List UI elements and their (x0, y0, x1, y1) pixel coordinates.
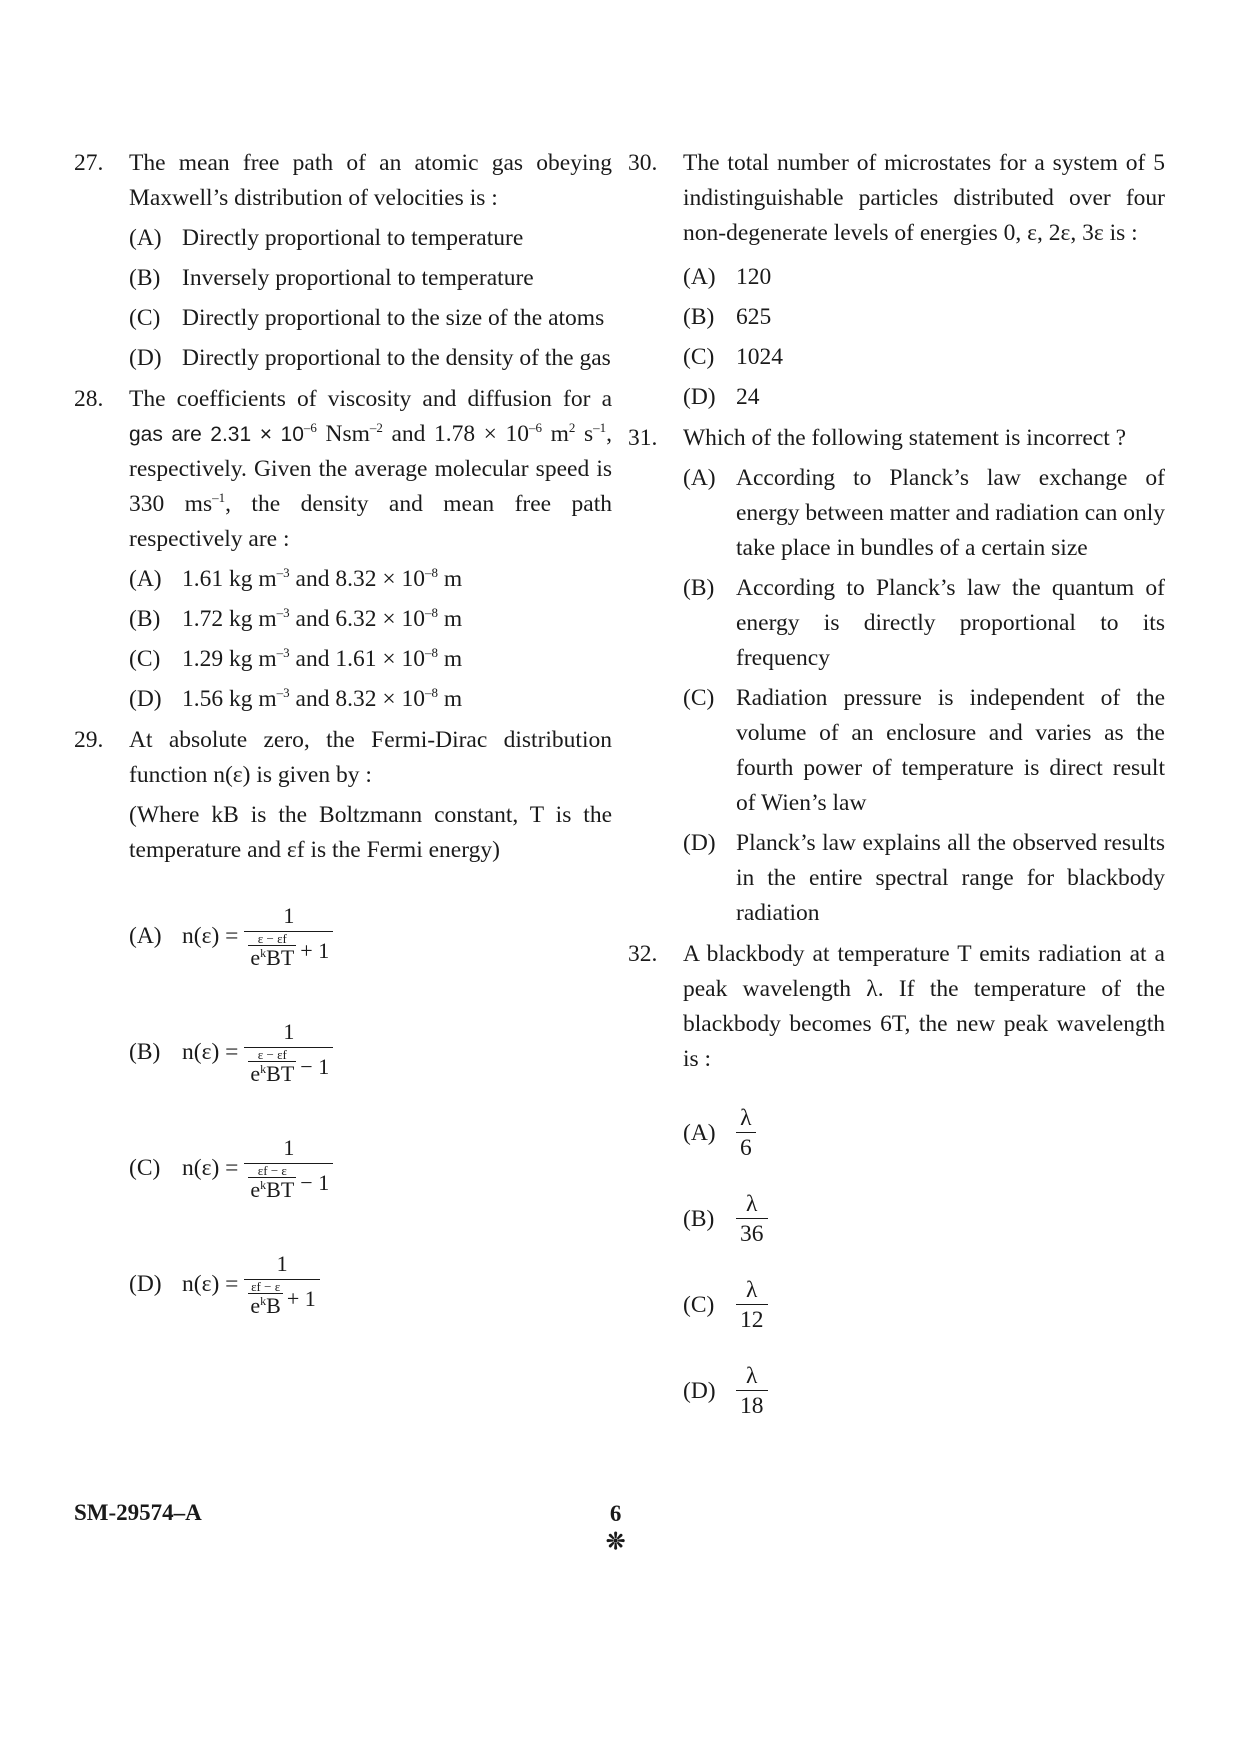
option-d: (D) n(ε) = 1 εf − ε $e^kB$ + 1 (129, 1236, 612, 1332)
option-c: (C) n(ε) = 1 εf − ε $e^kBT$ − 1 (129, 1120, 612, 1216)
left-column (74, 146, 612, 1338)
option-a: (A) According to Planck’s law exchange of energy between matter and radiation can only take place in bundles of a certain size (683, 465, 1165, 561)
question-31 (628, 421, 1165, 931)
option-a: (A) λ 6 (683, 1093, 1165, 1173)
question-text: At absolute zero, the Fermi-Dirac distribution function n(ε) is given by : (129, 727, 612, 788)
option-a: (A) 120 (683, 264, 772, 290)
option-d: (D) Planck’s law explains all the observed results in the entire spectral range for blackbody radiation (683, 830, 1165, 926)
option-a (129, 221, 612, 256)
option-label: (A) (129, 225, 162, 251)
option-label: (C) (129, 305, 161, 331)
option-d (129, 341, 612, 376)
right-column (628, 146, 1165, 1437)
option-b: (B) n(ε) = 1 ε − εf $e^kBT$ − 1 (129, 1004, 612, 1100)
question-number: 32. (628, 941, 658, 967)
question-note: (Where kB is the Boltzmann constant, T is the temperature and εf is the Fermi energy) (129, 802, 612, 863)
question-text: The mean free path of an atomic gas obeying Maxwell’s distribution of velocities is : (129, 150, 612, 211)
option-a: (A) n(ε) = 1 ε − εf $e^kBT$ + 1 (129, 888, 612, 984)
option-b: (B) According to Planck’s law the quantum of energy is directly proportional to its frequency (683, 575, 1165, 671)
option-text: Directly proportional to the size of the atoms (182, 305, 605, 331)
option-text: Inversely proportional to temperature (182, 265, 534, 291)
option-d: (D) 1.56 kg $m^{-3}$ and $8.32 \times 10^{-8}$ m (129, 685, 463, 712)
fraction: λ 18 (736, 1362, 768, 1421)
question-number: 27. (74, 150, 104, 176)
question-text: The coefficients of viscosity and diffusion for a gas are $2.31 \times 10^{-6}$ Nsm$^{-2}$ and $1.78 \times 10^{-6}$ $m^2$ $s^{-1}$, respectively. Given the average molecular speed is 330 $ms^{-1}$, the density and mean free path respectively are : (129, 386, 613, 552)
question-text: The total number of microstates for a system of 5 indistinguishable particles distributed over four non-degenerate levels of energies 0, ε, 2ε, 3ε is : (683, 150, 1165, 246)
option-b (129, 261, 612, 296)
option-d: (D) λ 18 (683, 1351, 1165, 1431)
fraction: 1 εf − ε $e^kBT$ − 1 (244, 1135, 333, 1202)
option-text: Directly proportional to temperature (182, 225, 524, 251)
question-32 (628, 937, 1165, 1431)
question-number: 29. (74, 727, 104, 753)
question-30 (628, 146, 1165, 415)
question-number: 30. (628, 150, 658, 176)
fraction: λ 36 (736, 1190, 768, 1249)
question-29 (74, 723, 612, 1332)
question-text: Which of the following statement is incorrect ? (683, 425, 1127, 451)
question-number: 31. (628, 425, 658, 451)
fraction: 1 εf − ε $e^kB$ + 1 (244, 1251, 319, 1318)
fraction: λ 6 (736, 1104, 756, 1163)
option-a: (A) 1.61 kg $m^{-3}$ and $8.32 \times 10^{-8}$ m (129, 565, 463, 592)
option-c: (C) 1024 (683, 344, 783, 370)
option-text: Directly proportional to the density of the gas (182, 345, 611, 371)
question-number: 28. (74, 386, 104, 412)
question-text: A blackbody at temperature T emits radiation at a peak wavelength λ. If the temperature of the blackbody becomes 6T, the new peak wavelength is : (683, 941, 1165, 1072)
option-c: (C) λ 12 (683, 1265, 1165, 1345)
option-c (129, 301, 612, 336)
option-d: (D) 24 (683, 384, 760, 410)
question-28 (74, 382, 612, 717)
option-b: (B) 625 (683, 304, 772, 330)
fraction: λ 12 (736, 1276, 768, 1335)
option-c: (C) 1.29 kg $m^{-3}$ and $1.61 \times 10^{-8}$ m (129, 645, 463, 672)
fraction: 1 ε − εf $e^kBT$ − 1 (244, 1019, 333, 1086)
page-number (606, 1500, 625, 1556)
option-c: (C) Radiation pressure is independent of the volume of an enclosure and varies as the fourth power of temperature is direct result of Wien’s law (683, 685, 1165, 816)
asterism-icon: ❊ (606, 1529, 626, 1554)
fraction: 1 ε − εf $e^kBT$ + 1 (244, 903, 333, 970)
option-b: (B) λ 36 (683, 1179, 1165, 1259)
question-27 (74, 146, 612, 376)
page-number-text: 6 (609, 1501, 622, 1526)
option-label: (D) (129, 345, 162, 371)
option-label: (B) (129, 265, 161, 291)
paper-code: SM-29574–A (74, 1500, 202, 1525)
option-b: (B) 1.72 kg $m^{-3}$ and $6.32 \times 10^{-8}$ m (129, 605, 463, 632)
